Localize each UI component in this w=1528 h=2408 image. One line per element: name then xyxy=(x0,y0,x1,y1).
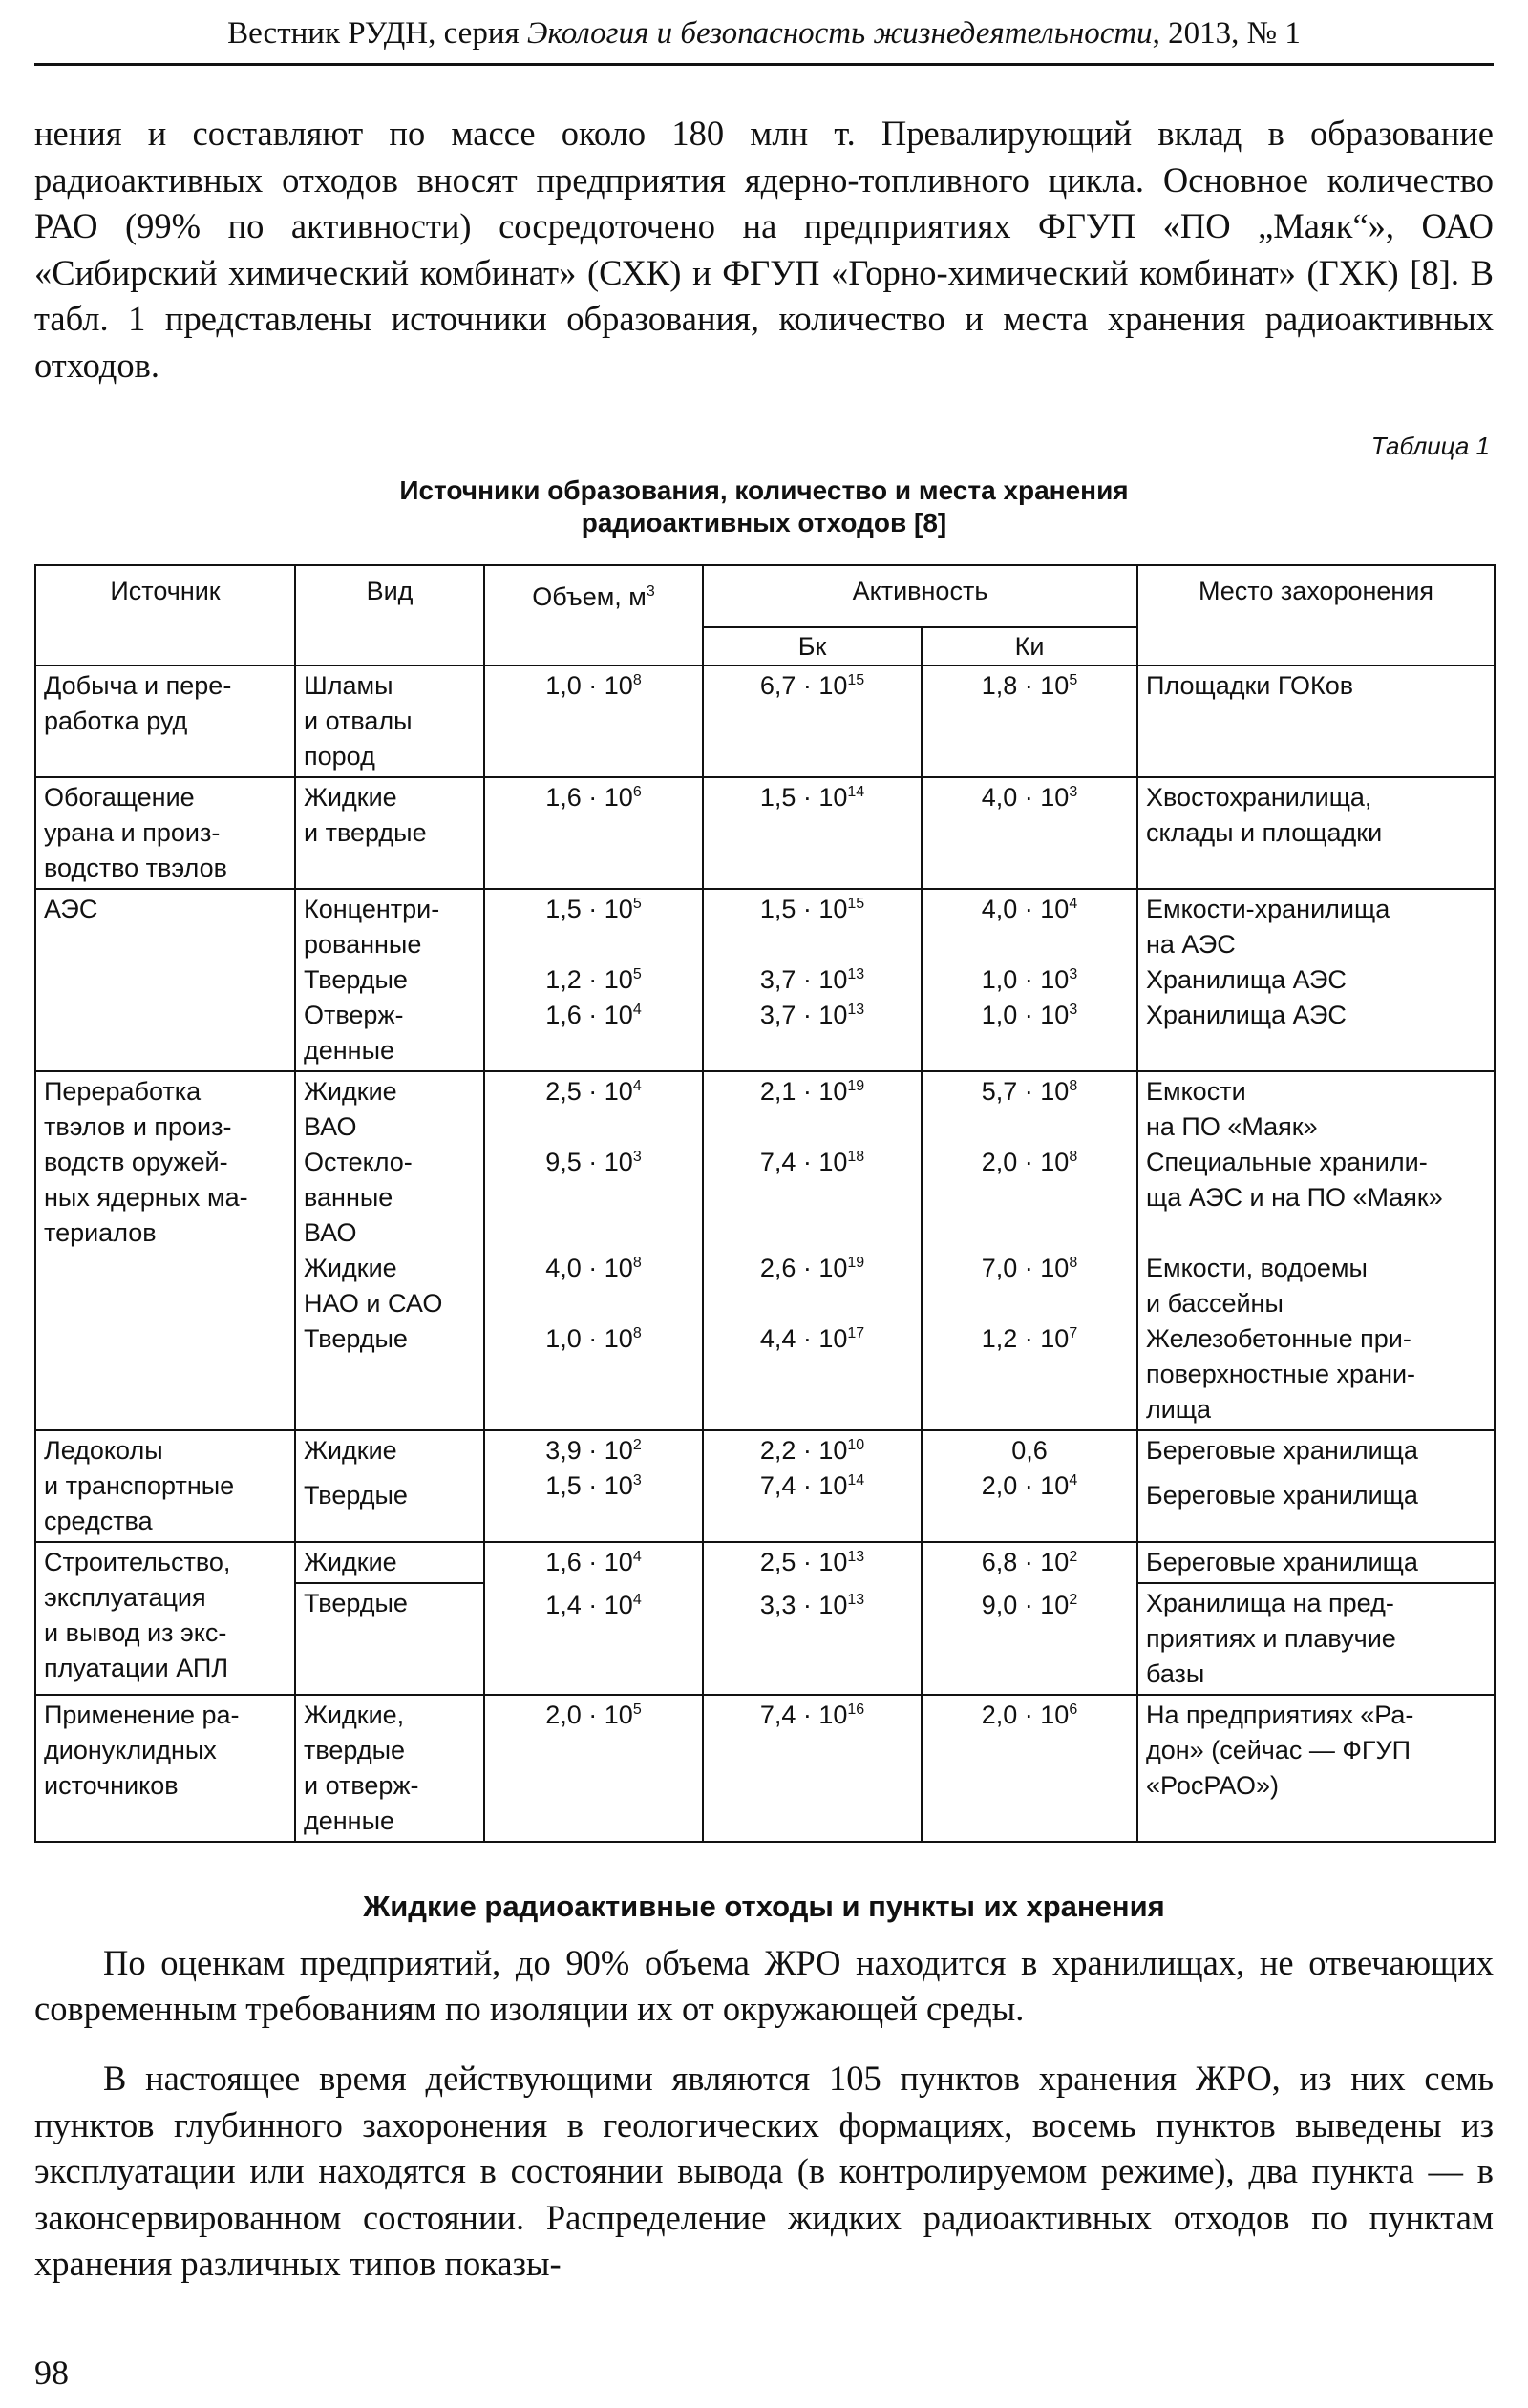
sci-number: $1,6 \cdot 10^6$ xyxy=(545,783,642,812)
cell-line: Жидкие xyxy=(304,1436,397,1465)
mantissa: 2,0 xyxy=(981,1471,1018,1500)
cell-volume xyxy=(484,665,703,777)
sci-number: $1,2 \cdot 10^5$ xyxy=(545,965,642,994)
exponent: 8 xyxy=(1069,1078,1078,1094)
mantissa: 3,7 xyxy=(759,1001,796,1029)
cell-line: Остекло- xyxy=(304,1148,413,1176)
cell-line: поверхностные храни- xyxy=(1146,1360,1416,1388)
cell-line: работка руд xyxy=(44,707,188,735)
exponent: 18 xyxy=(847,1149,865,1165)
header-source: Источник xyxy=(35,565,295,665)
cell-line: склады и площадки xyxy=(1146,818,1383,847)
sci-number: $3,9 \cdot 10^2$ xyxy=(545,1436,642,1465)
mantissa: 2,0 xyxy=(981,1700,1018,1729)
cell-line: Береговые хранилища xyxy=(1146,1548,1418,1576)
header-bq: Бк xyxy=(703,627,922,665)
section-heading: Жидкие радиоактивные отходы и пункты их хранения xyxy=(363,1890,1165,1923)
cell-ci xyxy=(922,665,1137,777)
cell-bq xyxy=(703,1430,922,1542)
cell-bq xyxy=(703,665,922,777)
exponent: 16 xyxy=(847,1701,865,1718)
cell-line: Добыча и пере- xyxy=(44,671,232,700)
sci-number: $1,5 \cdot 10^3$ xyxy=(545,1471,642,1500)
cell-line: Строительство, xyxy=(44,1548,231,1576)
mantissa: 3,3 xyxy=(759,1591,796,1619)
cell-line: На предприятиях «Ра- xyxy=(1146,1700,1414,1729)
cell-place xyxy=(1137,889,1495,1071)
header-ci: Ки xyxy=(922,627,1137,665)
sci-number: $2,0 \cdot 10^6$ xyxy=(981,1700,1078,1729)
cell-line: и вывод из экс- xyxy=(44,1618,227,1647)
cell-line: на ПО «Маяк» xyxy=(1146,1112,1318,1141)
exponent: 4 xyxy=(632,1592,642,1608)
exponent: 4 xyxy=(632,1002,642,1018)
cell-line: Железобетонные при- xyxy=(1146,1324,1411,1353)
cell-line: и бассейны xyxy=(1146,1289,1284,1318)
exponent: 8 xyxy=(632,672,642,688)
cell-line: ных ядерных ма- xyxy=(44,1183,248,1212)
exponent: 19 xyxy=(847,1078,865,1094)
cell-line: Специальные хранили- xyxy=(1146,1148,1428,1176)
cell-line: и отвалы xyxy=(304,707,413,735)
exponent: 5 xyxy=(632,966,642,982)
table-row xyxy=(35,665,1495,777)
mantissa: 1,0 xyxy=(981,1001,1018,1029)
header-activity: Активность xyxy=(703,565,1137,627)
exponent: 2 xyxy=(632,1437,642,1453)
cell-line: Емкости-хранилища xyxy=(1146,895,1390,923)
cell-type xyxy=(295,777,484,889)
mantissa: 1,6 xyxy=(545,1548,582,1576)
sci-number: $2,5 \cdot 10^{13}$ xyxy=(759,1548,865,1576)
cell-bq xyxy=(703,1695,922,1842)
sci-number: $3,3 \cdot 10^{13}$ xyxy=(759,1591,865,1619)
header-place: Место захоронения xyxy=(1137,565,1495,665)
mantissa: 2,5 xyxy=(759,1548,796,1576)
cell-type xyxy=(295,1583,484,1695)
table-row xyxy=(35,777,1495,889)
table-label: Таблица 1 xyxy=(1370,432,1490,460)
cell-line: Площадки ГОКов xyxy=(1146,671,1354,700)
cell-bq xyxy=(703,777,922,889)
sci-number: $7,4 \cdot 10^{14}$ xyxy=(759,1471,865,1500)
running-header xyxy=(34,11,1494,55)
exponent: 13 xyxy=(847,1592,865,1608)
header-volume-sup: 3 xyxy=(646,583,655,600)
sci-number: $7,4 \cdot 10^{16}$ xyxy=(759,1700,865,1729)
mantissa: 4,0 xyxy=(981,783,1018,812)
sci-number: $2,0 \cdot 10^8$ xyxy=(981,1148,1078,1176)
header-volume-text: Объем, м xyxy=(532,582,647,611)
cell-line: ВАО xyxy=(304,1112,357,1141)
cell-place xyxy=(1137,1583,1495,1695)
cell-line: Береговые хранилища xyxy=(1146,1481,1418,1510)
cell-line: Обогащение xyxy=(44,783,195,812)
cell-volume xyxy=(484,1542,703,1695)
exponent: 4 xyxy=(1069,1472,1078,1489)
sci-number: $2,0 \cdot 10^4$ xyxy=(981,1471,1078,1500)
sci-number: $1,6 \cdot 10^4$ xyxy=(545,1548,642,1576)
mantissa: 4,0 xyxy=(545,1254,582,1282)
sci-number: $1,5 \cdot 10^5$ xyxy=(545,895,642,923)
sci-number: $1,0 \cdot 10^8$ xyxy=(545,1324,642,1353)
cell-line: Твердые xyxy=(304,1589,408,1617)
cell-source xyxy=(35,1071,295,1430)
cell-line: и отверж- xyxy=(304,1771,419,1800)
mantissa: 7,4 xyxy=(759,1700,796,1729)
cell-line: лища xyxy=(1146,1395,1212,1424)
cell-source xyxy=(35,1695,295,1842)
table-title xyxy=(229,475,1299,539)
cell-ci xyxy=(922,889,1137,1071)
body-paragraph: По оценкам предприятий, до 90% объема ЖРО находится в хранилищах, не отвечающих современным требованиям по изоляции их от окружающей среды. xyxy=(34,1943,1494,2029)
sci-number: $3,7 \cdot 10^{13}$ xyxy=(759,1001,865,1029)
cell-line: Хранилища АЭС xyxy=(1146,965,1347,994)
cell-line: рованные xyxy=(304,930,422,959)
cell-place xyxy=(1137,665,1495,777)
sci-number: $1,6 \cdot 10^4$ xyxy=(545,1001,642,1029)
table-row xyxy=(35,1071,1495,1430)
mantissa: 6,7 xyxy=(759,671,796,700)
cell-line: НАО и САО xyxy=(304,1289,443,1318)
sci-number: $5,7 \cdot 10^8$ xyxy=(981,1077,1078,1106)
cell-line: денные xyxy=(304,1036,395,1065)
cell-line: Жидкие xyxy=(304,1548,397,1576)
cell-line: Хвостохранилища, xyxy=(1146,783,1372,812)
mantissa: 1,2 xyxy=(545,965,582,994)
table-row xyxy=(35,1542,1495,1583)
table-title-line: Источники образования, количество и места хранения xyxy=(399,475,1129,505)
cell-line: териалов xyxy=(44,1218,157,1247)
sci-number: $1,0 \cdot 10^8$ xyxy=(545,671,642,700)
table-row xyxy=(35,1430,1495,1542)
cell-line: Переработка xyxy=(44,1077,202,1106)
cell-line: твердые xyxy=(304,1736,405,1764)
cell-line: и транспортные xyxy=(44,1471,235,1500)
cell-ci xyxy=(922,1542,1137,1695)
mantissa: 1,6 xyxy=(545,1001,582,1029)
cell-volume xyxy=(484,1430,703,1542)
cell-type xyxy=(295,665,484,777)
cell-ci xyxy=(922,777,1137,889)
cell-line: Твердые xyxy=(304,1481,408,1510)
mantissa: 3,9 xyxy=(545,1436,582,1465)
sci-number: $1,0 \cdot 10^3$ xyxy=(981,965,1078,994)
exponent: 4 xyxy=(1069,896,1078,912)
cell-source xyxy=(35,665,295,777)
exponent: 13 xyxy=(847,1002,865,1018)
mantissa: 0,6 xyxy=(1011,1436,1048,1465)
exponent: 2 xyxy=(1069,1549,1078,1565)
sci-number: $1,5 \cdot 10^{14}$ xyxy=(759,783,865,812)
header-type: Вид xyxy=(295,565,484,665)
mantissa: 1,5 xyxy=(545,895,582,923)
cell-source xyxy=(35,889,295,1071)
table-row xyxy=(35,889,1495,1071)
mantissa: 5,7 xyxy=(981,1077,1018,1106)
exponent: 10 xyxy=(847,1437,865,1453)
cell-line: Отверж- xyxy=(304,1001,404,1029)
sci-number: $2,1 \cdot 10^{19}$ xyxy=(759,1077,865,1106)
exponent: 14 xyxy=(847,1472,865,1489)
cell-type xyxy=(295,1430,484,1542)
exponent: 14 xyxy=(847,784,865,800)
mantissa: 2,6 xyxy=(759,1254,796,1282)
cell-line: АЭС xyxy=(44,895,98,923)
mantissa: 2,0 xyxy=(981,1148,1018,1176)
mantissa: 2,1 xyxy=(759,1077,796,1106)
cell-place xyxy=(1137,1542,1495,1583)
cell-line: Емкости, водоемы xyxy=(1146,1254,1368,1282)
exponent: 5 xyxy=(1069,672,1078,688)
cell-volume xyxy=(484,889,703,1071)
sci-number: $7,0 \cdot 10^8$ xyxy=(981,1254,1078,1282)
cell-line: Жидкие xyxy=(304,783,397,812)
cell-place xyxy=(1137,1430,1495,1542)
cell-line: Емкости xyxy=(1146,1077,1246,1106)
cell-line: приятиях и плавучие xyxy=(1146,1624,1396,1653)
mantissa: 7,4 xyxy=(759,1148,796,1176)
cell-line: Ледоколы xyxy=(44,1436,163,1465)
cell-line: Хранилища на пред- xyxy=(1146,1589,1394,1617)
cell-line: Жидкие, xyxy=(304,1700,405,1729)
mantissa: 1,0 xyxy=(545,1324,582,1353)
cell-bq xyxy=(703,889,922,1071)
mantissa: 9,5 xyxy=(545,1148,582,1176)
cell-line: Жидкие xyxy=(304,1077,397,1106)
cell-type xyxy=(295,1542,484,1583)
mantissa: 1,5 xyxy=(545,1471,582,1500)
cell-line: плуатации АПЛ xyxy=(44,1654,229,1682)
sci-number: $1,4 \cdot 10^4$ xyxy=(545,1591,642,1619)
sci-number: $1,0 \cdot 10^3$ xyxy=(981,1001,1078,1029)
exponent: 6 xyxy=(1069,1701,1078,1718)
exponent: 15 xyxy=(847,672,865,688)
cell-line: ванные xyxy=(304,1183,393,1212)
cell-type xyxy=(295,1071,484,1430)
mantissa: 2,2 xyxy=(759,1436,796,1465)
mantissa: 1,0 xyxy=(545,671,582,700)
mantissa: 1,6 xyxy=(545,783,582,812)
journal-name: Вестник РУДН, серия xyxy=(227,16,527,51)
cell-line: эксплуатация xyxy=(44,1583,206,1612)
cell-line: Жидкие xyxy=(304,1254,397,1282)
exponent: 13 xyxy=(847,966,865,982)
sci-number: $7,4 \cdot 10^{18}$ xyxy=(759,1148,865,1176)
cell-line: водство твэлов xyxy=(44,854,227,882)
intro-paragraph: нения и составляют по массе около 180 млн т. Превалирующий вклад в образование радиоактивных отходов вносят предприятия ядерно-топливного цикла. Основное количество РАО (99% по активности) сосредоточено на предприятиях ФГУП «ПО „Маяк“», ОАО «Сибирский химический комбинат» (СХК) и ФГУП «Горно-химический комбинат» (ГХК) [8]. В табл. 1 представлены источники образования, количество и места хранения радиоактивных отходов. xyxy=(34,114,1494,385)
cell-line: и твердые xyxy=(304,818,427,847)
sci-number: $2,2 \cdot 10^{10}$ xyxy=(759,1436,865,1465)
cell-line: средства xyxy=(44,1507,153,1535)
mantissa: 1,2 xyxy=(981,1324,1018,1353)
cell-source xyxy=(35,1542,295,1695)
sci-number: $6,8 \cdot 10^2$ xyxy=(981,1548,1078,1576)
mantissa: 9,0 xyxy=(981,1591,1018,1619)
journal-issue: , 2013, № 1 xyxy=(1152,16,1301,51)
mantissa: 1,5 xyxy=(759,783,796,812)
exponent: 17 xyxy=(847,1325,865,1341)
cell-line: пород xyxy=(304,742,375,771)
exponent: 7 xyxy=(1069,1325,1078,1341)
mantissa: 7,0 xyxy=(981,1254,1018,1282)
mantissa: 6,8 xyxy=(981,1548,1018,1576)
cell-line: Хранилища АЭС xyxy=(1146,1001,1347,1029)
mantissa: 2,0 xyxy=(545,1700,582,1729)
sci-number: $2,0 \cdot 10^5$ xyxy=(545,1700,642,1729)
mantissa: 4,0 xyxy=(981,895,1018,923)
journal-series: Экология и безопасность жизнедеятельности xyxy=(526,16,1153,51)
cell-line: Концентри- xyxy=(304,895,440,923)
mantissa: 7,4 xyxy=(759,1471,796,1500)
cell-line: базы xyxy=(1146,1659,1205,1688)
cell-bq xyxy=(703,1542,922,1695)
exponent: 8 xyxy=(632,1325,642,1341)
cell-volume xyxy=(484,1071,703,1430)
cell-line: твэлов и произ- xyxy=(44,1112,232,1141)
exponent: 8 xyxy=(1069,1255,1078,1271)
sci-number: $4,0 \cdot 10^3$ xyxy=(981,783,1078,812)
cell-place xyxy=(1137,1071,1495,1430)
cell-ci xyxy=(922,1430,1137,1542)
exponent: 5 xyxy=(632,896,642,912)
exponent: 3 xyxy=(632,1149,642,1165)
cell-line: Твердые xyxy=(304,1324,408,1353)
cell-source xyxy=(35,1430,295,1542)
sci-number: $9,0 \cdot 10^2$ xyxy=(981,1591,1078,1619)
table-row xyxy=(35,1695,1495,1842)
cell-line: ща АЭС и на ПО «Маяк» xyxy=(1146,1183,1443,1212)
mantissa: 3,7 xyxy=(759,965,796,994)
exponent: 8 xyxy=(632,1255,642,1271)
cell-line: водств оружей- xyxy=(44,1148,228,1176)
cell-line: Шламы xyxy=(304,671,393,700)
exponent: 8 xyxy=(1069,1149,1078,1165)
mantissa: 2,5 xyxy=(545,1077,582,1106)
cell-volume xyxy=(484,777,703,889)
cell-ci xyxy=(922,1071,1137,1430)
exponent: 19 xyxy=(847,1255,865,1271)
mantissa: 1,5 xyxy=(759,895,796,923)
cell-line: источников xyxy=(44,1771,179,1800)
cell-type xyxy=(295,889,484,1071)
exponent: 4 xyxy=(632,1549,642,1565)
sci-number: $4,4 \cdot 10^{17}$ xyxy=(759,1324,865,1353)
exponent: 5 xyxy=(632,1701,642,1718)
cell-line: Применение ра- xyxy=(44,1700,240,1729)
page-number: 98 xyxy=(34,2354,69,2392)
exponent: 3 xyxy=(1069,1002,1078,1018)
table-title-line: радиоактивных отходов [8] xyxy=(581,508,947,538)
cell-place xyxy=(1137,1695,1495,1842)
cell-line: ВАО xyxy=(304,1218,357,1247)
cell-ci xyxy=(922,1695,1137,1842)
exponent: 13 xyxy=(847,1549,865,1565)
cell-line: денные xyxy=(304,1806,395,1835)
exponent: 3 xyxy=(1069,784,1078,800)
cell-volume xyxy=(484,1695,703,1842)
exponent: 4 xyxy=(632,1078,642,1094)
cell-type xyxy=(295,1695,484,1842)
sci-number: $3,7 \cdot 10^{13}$ xyxy=(759,965,865,994)
sci-number: $1,2 \cdot 10^7$ xyxy=(981,1324,1078,1353)
cell-place xyxy=(1137,777,1495,889)
exponent: 3 xyxy=(632,1472,642,1489)
sci-number: $2,6 \cdot 10^{19}$ xyxy=(759,1254,865,1282)
cell-line: Твердые xyxy=(304,965,408,994)
sci-number: $4,0 \cdot 10^8$ xyxy=(545,1254,642,1282)
sci-number: $4,0 \cdot 10^4$ xyxy=(981,895,1078,923)
plain-number xyxy=(930,1433,1129,1468)
exponent: 6 xyxy=(632,784,642,800)
data-table xyxy=(34,564,1496,1843)
cell-line: на АЭС xyxy=(1146,930,1236,959)
header-volume xyxy=(484,565,703,665)
mantissa: 1,0 xyxy=(981,965,1018,994)
cell-line: «РосРАО») xyxy=(1146,1771,1279,1800)
cell-line: Береговые хранилища xyxy=(1146,1436,1418,1465)
body-paragraph: В настоящее время действующими являются 105 пунктов хранения ЖРО, из них семь пунктов глубинного захоронения в геологических формациях, восемь пунктов выведены из эксплуатации или находятся в состоянии вывода (в контролируемом режиме), два пункта — в законсервированном состоянии. Распределение жидких радиоактивных отходов по пунктам хранения различных типов показы- xyxy=(34,2059,1494,2284)
cell-source xyxy=(35,777,295,889)
table-body xyxy=(35,665,1495,1842)
sci-number: $1,5 \cdot 10^{15}$ xyxy=(759,895,865,923)
sci-number: $1,8 \cdot 10^5$ xyxy=(981,671,1078,700)
exponent: 3 xyxy=(1069,966,1078,982)
mantissa: 4,4 xyxy=(759,1324,796,1353)
sci-number: $6,7 \cdot 10^{15}$ xyxy=(759,671,865,700)
cell-line: урана и произ- xyxy=(44,818,221,847)
mantissa: 1,4 xyxy=(545,1591,582,1619)
header-rule xyxy=(34,63,1494,66)
sci-number: $2,5 \cdot 10^4$ xyxy=(545,1077,642,1106)
exponent: 2 xyxy=(1069,1592,1078,1608)
sci-number: $9,5 \cdot 10^3$ xyxy=(545,1148,642,1176)
cell-bq xyxy=(703,1071,922,1430)
cell-line: дионуклидных xyxy=(44,1736,217,1764)
mantissa: 1,8 xyxy=(981,671,1018,700)
exponent: 15 xyxy=(847,896,865,912)
cell-line: дон» (сейчас — ФГУП xyxy=(1146,1736,1411,1764)
